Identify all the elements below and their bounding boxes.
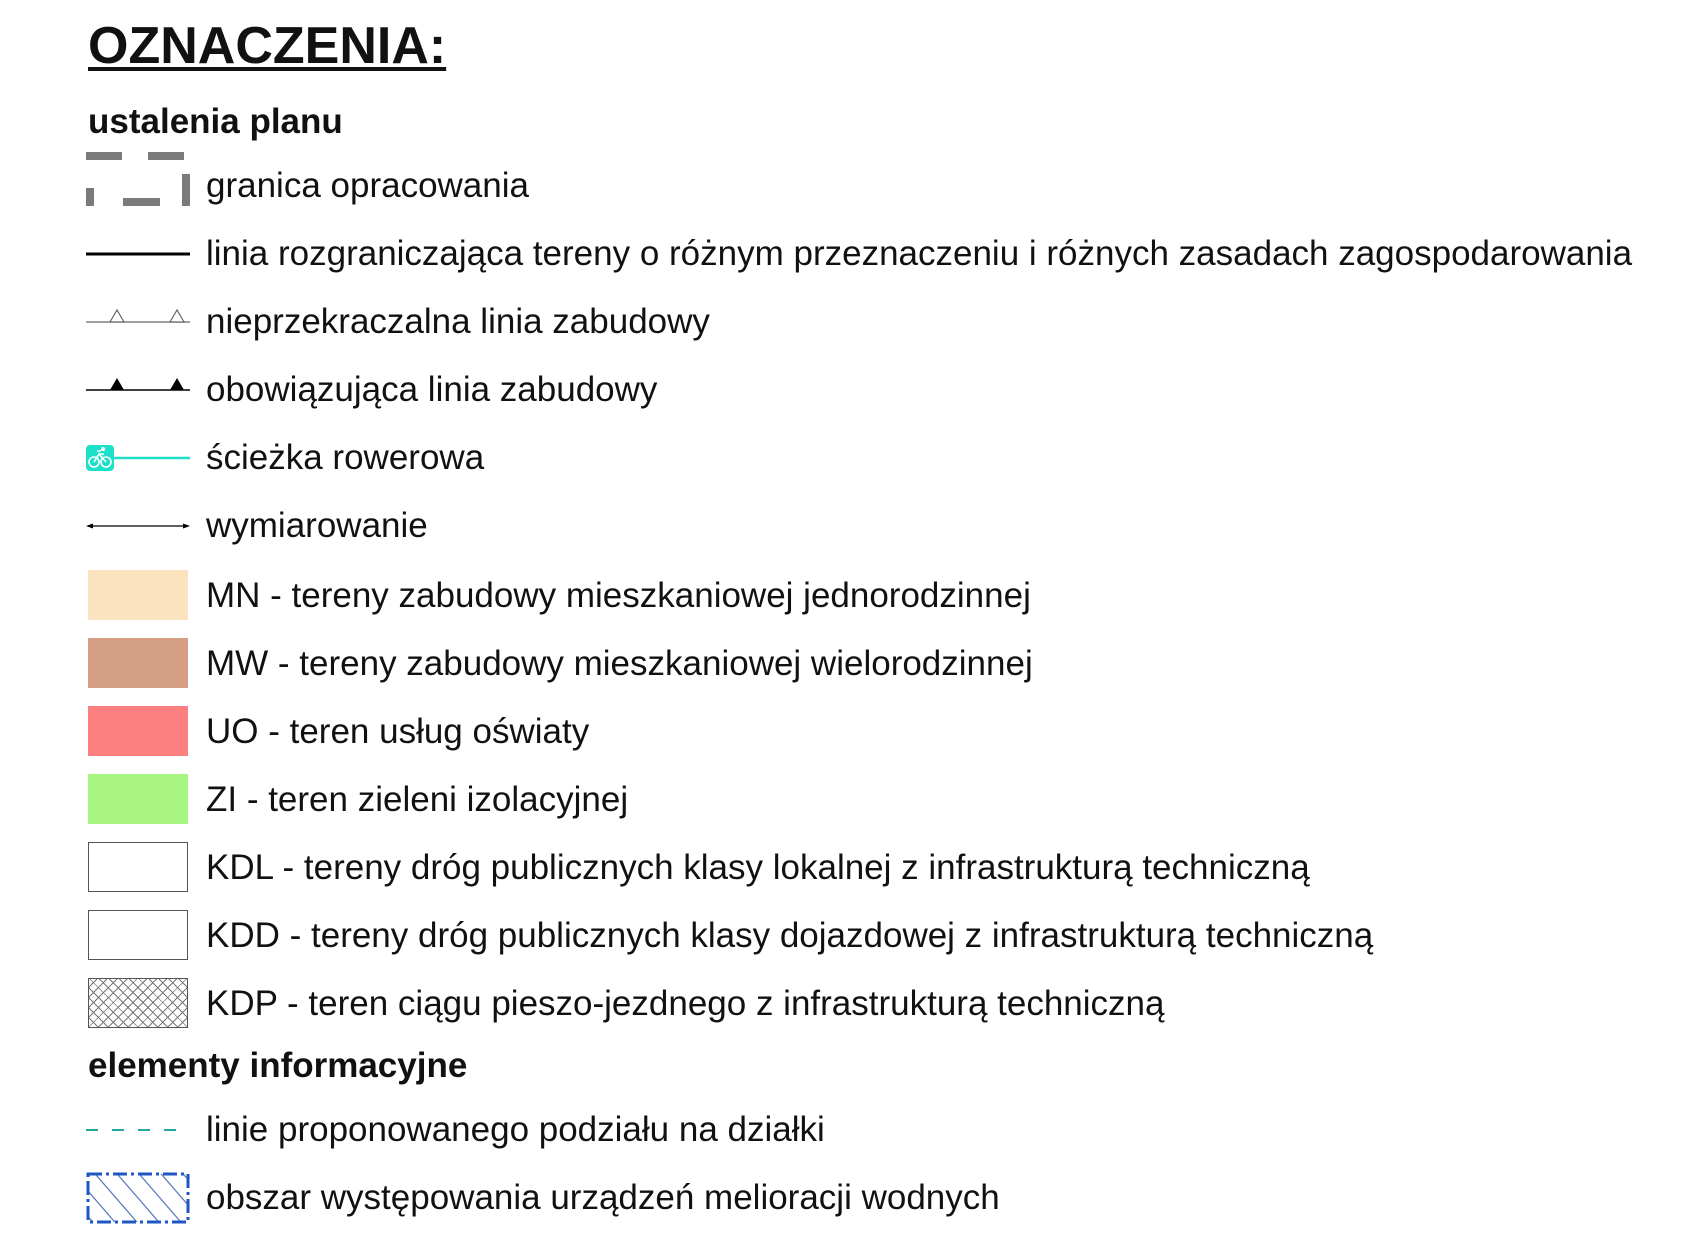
section-heading-plan: ustalenia planu [88,102,343,141]
dimensioning-label: wymiarowanie [206,506,428,545]
legend-row-zi [0,774,1681,826]
mw-label: MW - tereny zabudowy mieszkaniowej wielorodzinnej [206,644,1033,683]
dividing-line-symbol [86,228,190,280]
legend-row-bike-path [0,432,1681,484]
plot-division-symbol [86,1104,190,1156]
kdp-label: KDP - teren ciągu pieszo-jezdnego z infrastrukturą techniczną [206,984,1165,1023]
uo-label: UO - teren usług oświaty [206,712,590,751]
mandatory-line-symbol [86,364,190,416]
kdl-label: KDL - tereny dróg publicznych klasy lokalnej z infrastrukturą techniczną [206,848,1310,887]
legend-row-kdd [0,910,1681,962]
legend-row-boundary [0,160,1681,212]
plot-division-label: linie proponowanego podziału na działki [206,1110,825,1149]
legend-row-uo [0,706,1681,758]
mandatory-line-label: obowiązująca linia zabudowy [206,370,658,409]
mn-label: MN - tereny zabudowy mieszkaniowej jednorodzinnej [206,576,1031,615]
legend-row-dividing-line [0,228,1681,280]
legend-row-melioration [0,1172,1681,1224]
legend-row-kdp [0,978,1681,1030]
boundary-symbol [86,152,190,214]
legend-row-plot-division [0,1104,1681,1156]
melioration-label: obszar występowania urządzeń melioracji wodnych [206,1178,1000,1217]
dimensioning-symbol [86,500,190,552]
legend-row-mn [0,570,1681,622]
legend-row-mandatory-line [0,364,1681,416]
legend-row-mw [0,638,1681,690]
section-heading-info: elementy informacyjne [88,1046,468,1085]
mw-swatch [88,638,188,688]
legend-title: OZNACZENIA: [88,17,447,75]
zi-label: ZI - teren zieleni izolacyjnej [206,780,629,819]
kdl-swatch [88,842,188,892]
kdd-swatch [88,910,188,960]
kdd-label: KDD - tereny dróg publicznych klasy dojazdowej z infrastrukturą techniczną [206,916,1374,955]
uo-swatch [88,706,188,756]
non-exceedable-line-label: nieprzekraczalna linia zabudowy [206,302,710,341]
non-exceedable-line-symbol [86,296,190,348]
mn-swatch [88,570,188,620]
legend-row-kdl [0,842,1681,894]
bike-path-symbol [86,432,190,484]
dividing-line-label: linia rozgraniczająca tereny o różnym przeznaczeniu i różnych zasadach zagospodarowania [206,234,1633,273]
zi-swatch [88,774,188,824]
legend-row-dimensioning [0,500,1681,552]
boundary-label: granica opracowania [206,166,529,205]
bike-path-label: ścieżka rowerowa [206,438,485,477]
melioration-symbol [86,1172,190,1224]
legend-row-non-exceedable-line [0,296,1681,348]
kdp-swatch [88,978,188,1028]
